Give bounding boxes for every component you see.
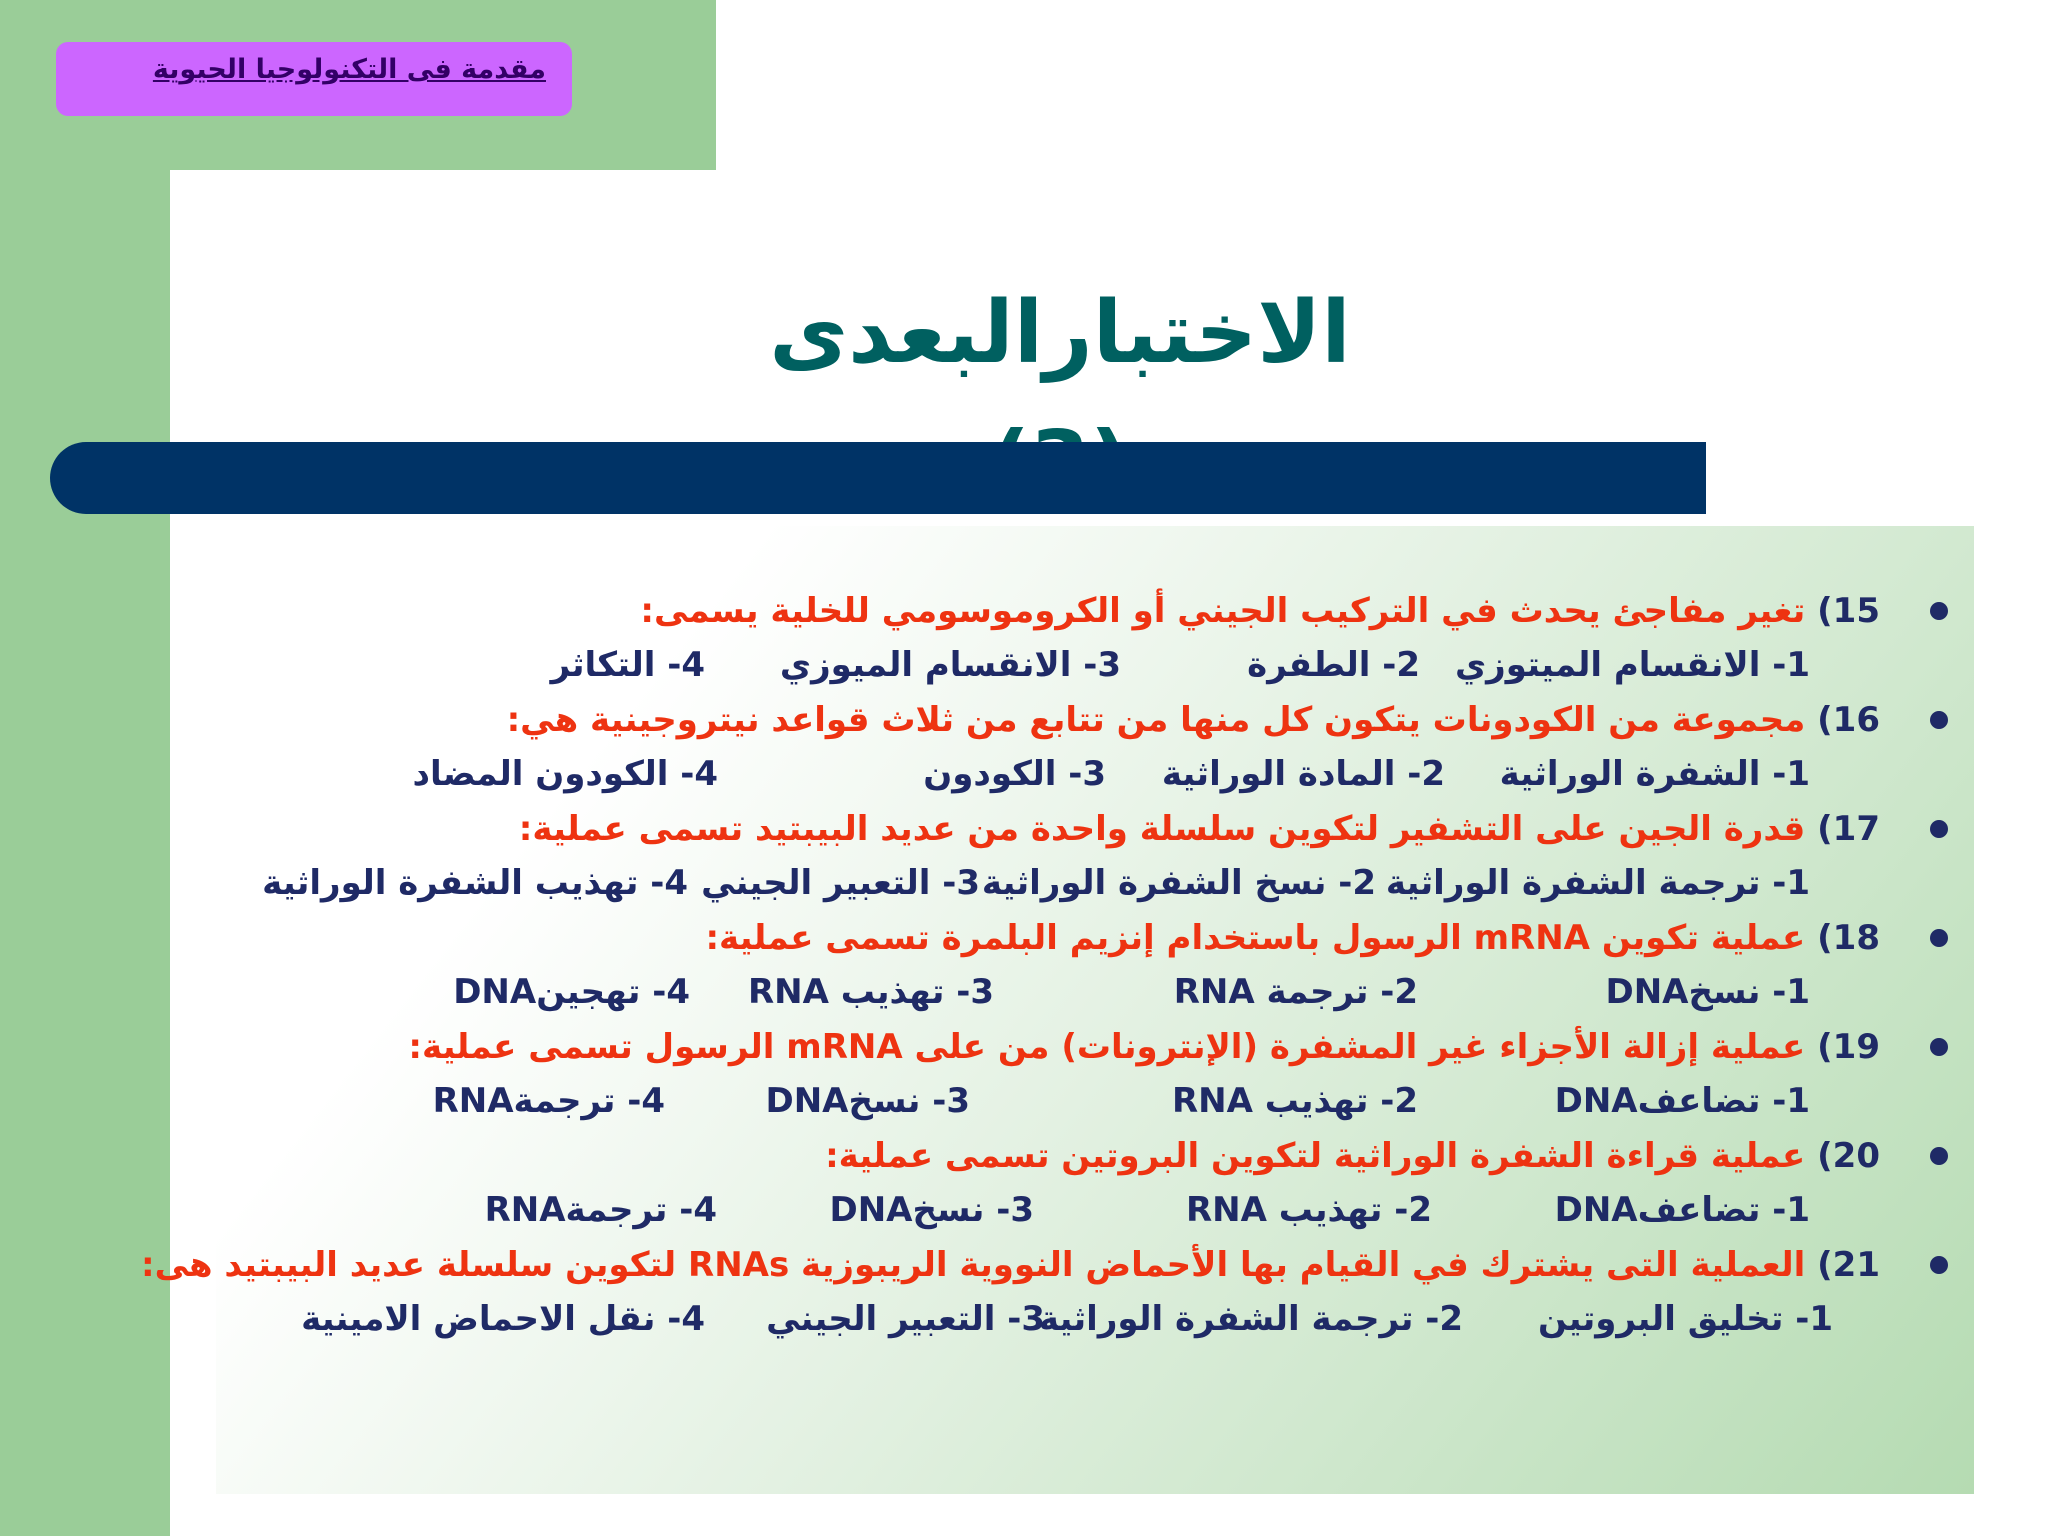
question-number: 21): [1817, 1245, 1880, 1285]
option-1: 1- الانقسام الميتوزي: [1455, 645, 1810, 685]
course-title: مقدمة فى التكنولوجيا الحيوية: [152, 54, 546, 85]
option-3: 3- الانقسام الميوزي: [779, 645, 1121, 685]
option-1: 1- تخليق البروتين: [1538, 1299, 1833, 1339]
option-2: 2- تهذيب RNA: [1171, 1081, 1418, 1121]
question-17: [200, 802, 1880, 856]
question-text: مجموعة من الكودونات يتكون كل منها من تتابع من ثلاث قواعد نيتروجينية هي:: [506, 700, 1806, 740]
option-2: 2- تهذيب RNA: [1185, 1190, 1432, 1230]
option-4: 4- التكاثر: [550, 645, 705, 685]
question-number: 18): [1817, 918, 1880, 958]
option-4: 4- الكودون المضاد: [412, 754, 718, 794]
question-text: العملية التى يشترك في القيام بها الأحماض النووية الريبوزية RNAs لتكوين سلسلة عديد البيبتيد هى:: [141, 1245, 1806, 1285]
question-text: قدرة الجين على التشفير لتكوين سلسلة واحدة من عديد البيبتيد تسمى عملية:: [518, 809, 1806, 849]
option-2: 2- ترجمة RNA: [1173, 972, 1418, 1012]
bullet-icon: [1930, 820, 1948, 838]
question-text: عملية إزالة الأجزاء غير المشفرة (الإنترونات) من على mRNA الرسول تسمى عملية:: [408, 1027, 1806, 1067]
bullet-icon: [1930, 929, 1948, 947]
option-1: 1- تضاعفDNA: [1554, 1081, 1810, 1121]
question-16: [200, 693, 1880, 747]
left-decorative-band: [0, 0, 170, 1536]
slide-title: الاختبارالبعدى: [769, 283, 1351, 383]
bullet-icon: [1930, 1256, 1948, 1274]
option-4: 4- تهجينDNA: [453, 972, 690, 1012]
question-text: عملية تكوين mRNA الرسول باستخدام إنزيم البلمرة تسمى عملية:: [705, 918, 1806, 958]
option-3: 3- تهذيب RNA: [747, 972, 994, 1012]
option-4: 4- نقل الاحماض الامينية: [301, 1299, 705, 1339]
bullet-icon: [1930, 1147, 1948, 1165]
option-2: 2- نسخ الشفرة الوراثية: [981, 863, 1376, 903]
bullet-icon: [1930, 1038, 1948, 1056]
question-15: [200, 584, 1880, 638]
course-title-badge: [56, 42, 572, 116]
question-number: 15): [1817, 591, 1880, 631]
option-3: 3- نسخDNA: [765, 1081, 970, 1121]
question-number: 16): [1817, 700, 1880, 740]
option-1: 1- الشفرة الوراثية: [1499, 754, 1810, 794]
title-underline-bar: [50, 442, 1706, 514]
question-number: 19): [1817, 1027, 1880, 1067]
bullet-icon: [1930, 602, 1948, 620]
option-2: 2- ترجمة الشفرة الوراثية: [1038, 1299, 1463, 1339]
option-1: 1- ترجمة الشفرة الوراثية: [1385, 863, 1810, 903]
option-3: 3- نسخDNA: [829, 1190, 1034, 1230]
option-1: 1- نسخDNA: [1605, 972, 1810, 1012]
question-18: [200, 911, 1880, 965]
option-2: 2- الطفرة: [1247, 645, 1420, 685]
option-1: 1- تضاعفDNA: [1554, 1190, 1810, 1230]
question-number: 17): [1817, 809, 1880, 849]
option-3: 3- التعبير الجيني: [701, 863, 980, 903]
question-20: [200, 1129, 1880, 1183]
question-number: 20): [1817, 1136, 1880, 1176]
question-21: [141, 1238, 1880, 1292]
option-4: 4- ترجمةRNA: [432, 1081, 665, 1121]
question-text: تغير مفاجئ يحدث في التركيب الجيني أو الكروموسومي للخلية يسمى:: [640, 591, 1806, 631]
option-3: 3- التعبير الجيني: [766, 1299, 1045, 1339]
option-4: 4- ترجمةRNA: [484, 1190, 717, 1230]
option-4: 4- تهذيب الشفرة الوراثية: [262, 863, 688, 903]
question-19: [200, 1020, 1880, 1074]
bullet-icon: [1930, 711, 1948, 729]
option-3: 3- الكودون: [923, 754, 1106, 794]
question-text: عملية قراءة الشفرة الوراثية لتكوين البروتين تسمى عملية:: [825, 1136, 1806, 1176]
option-2: 2- المادة الوراثية: [1161, 754, 1445, 794]
